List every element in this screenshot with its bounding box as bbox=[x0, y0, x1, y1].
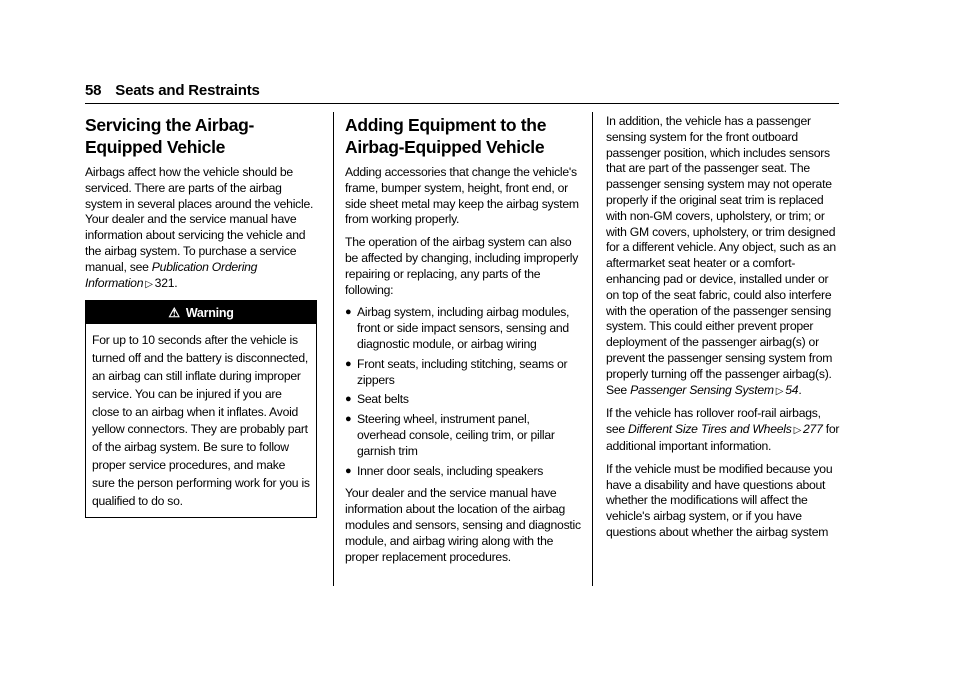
page-header bbox=[85, 82, 260, 99]
section-heading: Adding Equipment to the Airbag-Equipped Vehicle bbox=[345, 115, 547, 157]
bullet-icon: ● bbox=[345, 464, 352, 477]
paragraph: Adding accessories that change the vehicle's frame, bumper system, height, front end, or side sheet metal may keep the airbag system from working properly. bbox=[345, 165, 579, 227]
page-reference[interactable]: 321 bbox=[154, 275, 175, 290]
paragraph: Your dealer and the service manual have information about the location of the airbag modules and sensors, sensing and diagnostic module, and airbag wiring along with the proper replacement procedures. bbox=[345, 486, 581, 564]
warning-icon: ⚠ bbox=[168, 305, 180, 321]
paragraph: If the vehicle has rollover roof-rail airbags, see Different Size Tires and Wheels ▷ 277 for additional important information. bbox=[606, 406, 840, 453]
warning-header bbox=[86, 301, 316, 324]
paragraph: The operation of the airbag system can also be affected by changing, including improperly repairing or replacing, any parts of the following: bbox=[345, 235, 579, 297]
arrow-icon: ▷ bbox=[793, 425, 802, 437]
warning-box bbox=[85, 300, 317, 518]
bullet-icon: ● bbox=[345, 413, 352, 426]
list-item: ● Steering wheel, instrument panel, overhead console, ceiling trim, or pillar garnish trim bbox=[345, 412, 555, 458]
list-item: ● Front seats, including stitching, seams or zippers bbox=[345, 356, 568, 387]
section-heading: Servicing the Airbag-Equipped Vehicle bbox=[85, 115, 255, 157]
column-divider bbox=[333, 112, 334, 586]
warning-label: Warning bbox=[185, 306, 234, 321]
column-3 bbox=[606, 114, 842, 548]
bullet-icon: ● bbox=[345, 306, 352, 319]
header-rule bbox=[85, 103, 839, 104]
page-number: 58 bbox=[85, 82, 102, 99]
warning-text: For up to 10 seconds after the vehicle is turned off and the battery is disconnected, an airbag can still inflate during improper service. You can be injured if you are close to an airbag when it inflates. Avoid yellow connectors. They are probably part of the airbag system. Be sure to follow proper service procedures, and make sure the person performing work for you is qualified to do so. bbox=[92, 333, 310, 508]
column-divider bbox=[592, 112, 593, 586]
cross-reference-link[interactable]: Passenger Sensing System bbox=[630, 382, 774, 397]
paragraph: Airbags affect how the vehicle should be serviced. There are parts of the airbag system in several places around the vehicle. Your dealer and the service manual have information about servicing the vehicle and the airbag system. To purchase a service manual, see Publication Ordering Information ▷ 321. bbox=[85, 165, 314, 290]
bullet-list bbox=[345, 305, 581, 479]
list-item: ● Inner door seals, including speakers bbox=[345, 463, 544, 478]
list-item: ● Seat belts bbox=[345, 392, 409, 407]
column-2 bbox=[345, 114, 581, 572]
paragraph: If the vehicle must be modified because you have a disability and have questions about whether the modifications will affect the vehicle's airbag system, or if you have questions about whether the airbag system bbox=[606, 461, 833, 539]
list-item: ● Airbag system, including airbag modules, front or side impact sensors, sensing and diagnostic module, or airbag wiring bbox=[345, 305, 570, 351]
column-1 bbox=[85, 114, 321, 518]
cross-reference-link[interactable]: Different Size Tires and Wheels bbox=[628, 422, 792, 437]
arrow-icon: ▷ bbox=[775, 385, 784, 397]
section-title: Seats and Restraints bbox=[115, 82, 260, 99]
paragraph: In addition, the vehicle has a passenger sensing system for the front outboard passenger position, which includes sensors that are part of the passenger seat. The passenger sensing system may not operate properly if the original seat trim is replaced with non-GM covers, upholstery, or trim; or with GM covers, upholstery, or trim designed for a different vehicle. Any object, such as an aftermarket seat heater or a comfort-enhancing pad or device, installed under or on top of the seat fabric, could also interfere with the operation of the passenger sensing system. This could either prevent proper deployment of the passenger airbag(s) or prevent the passenger sensing system from properly turning off the passenger airbag(s). See Passenger Sensing System ▷ 54. bbox=[606, 114, 836, 397]
page-reference[interactable]: 54 bbox=[785, 382, 799, 397]
arrow-icon: ▷ bbox=[145, 278, 153, 290]
bullet-icon: ● bbox=[345, 393, 352, 406]
bullet-icon: ● bbox=[345, 357, 352, 370]
cross-reference-link[interactable]: Publication Ordering Information bbox=[85, 259, 258, 290]
page-reference[interactable]: 277 bbox=[803, 422, 823, 437]
